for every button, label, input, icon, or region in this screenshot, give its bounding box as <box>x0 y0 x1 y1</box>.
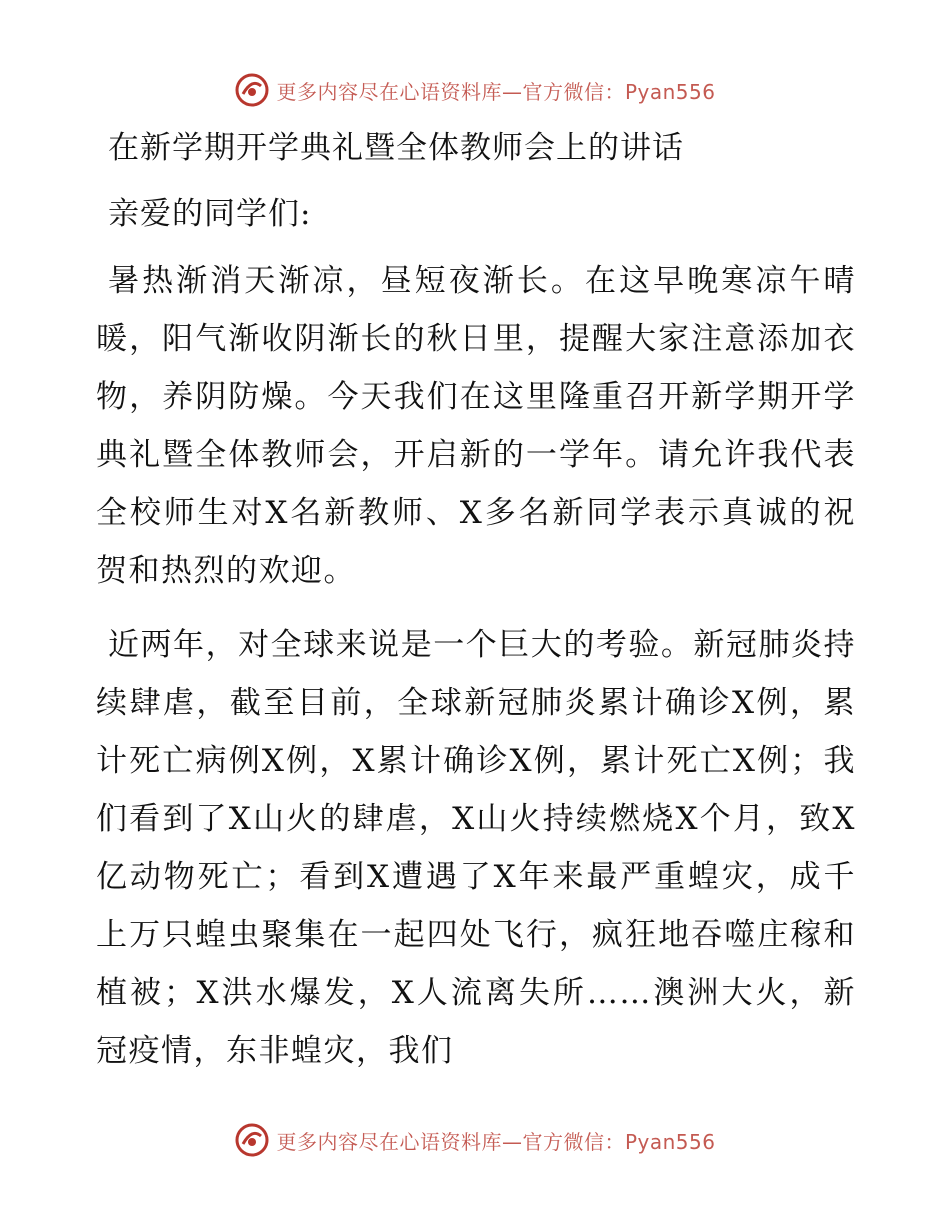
document-body <box>96 122 856 1096</box>
brand-logo-icon <box>234 72 270 108</box>
paragraph: 暑热渐消天渐凉，昼短夜渐长。在这早晚寒凉午晴暖，阳气渐收阴渐长的秋日里，提醒大家注意添加衣物，养阴防燥。今天我们在这里隆重召开新学期开学典礼暨全体教师会，开启新的一学年。请允许我代表全校师生对X名新教师、X多名新同学表示真诚的祝贺和热烈的欢迎。 <box>96 263 856 589</box>
header-banner-text: 更多内容尽在心语资料库—官方微信：Pyan556 <box>276 79 716 104</box>
document-title: 在新学期开学典礼暨全体教师会上的讲话 <box>108 130 684 166</box>
greeting: 亲爱的同学们: <box>108 196 312 232</box>
header-banner <box>0 70 950 110</box>
brand-logo-icon <box>234 1122 270 1158</box>
paragraph: 近两年，对全球来说是一个巨大的考验。新冠肺炎持续肆虐，截至目前，全球新冠肺炎累计确诊X例，累计死亡病例X例，X累计确诊X例，累计死亡X例；我们看到了X山火的肆虐，X山火持续燃烧X个月，致X亿动物死亡；看到X遭遇了X年来最严重蝗灾，成千上万只蝗虫聚集在一起四处飞行，疯狂地吞噬庄稼和植被；X洪水爆发，X人流离失所……澳洲大火，新冠疫情，东非蝗灾，我们 <box>96 627 856 1069</box>
footer-banner-text: 更多内容尽在心语资料库—官方微信：Pyan556 <box>276 1129 716 1154</box>
footer-banner <box>0 1120 950 1160</box>
